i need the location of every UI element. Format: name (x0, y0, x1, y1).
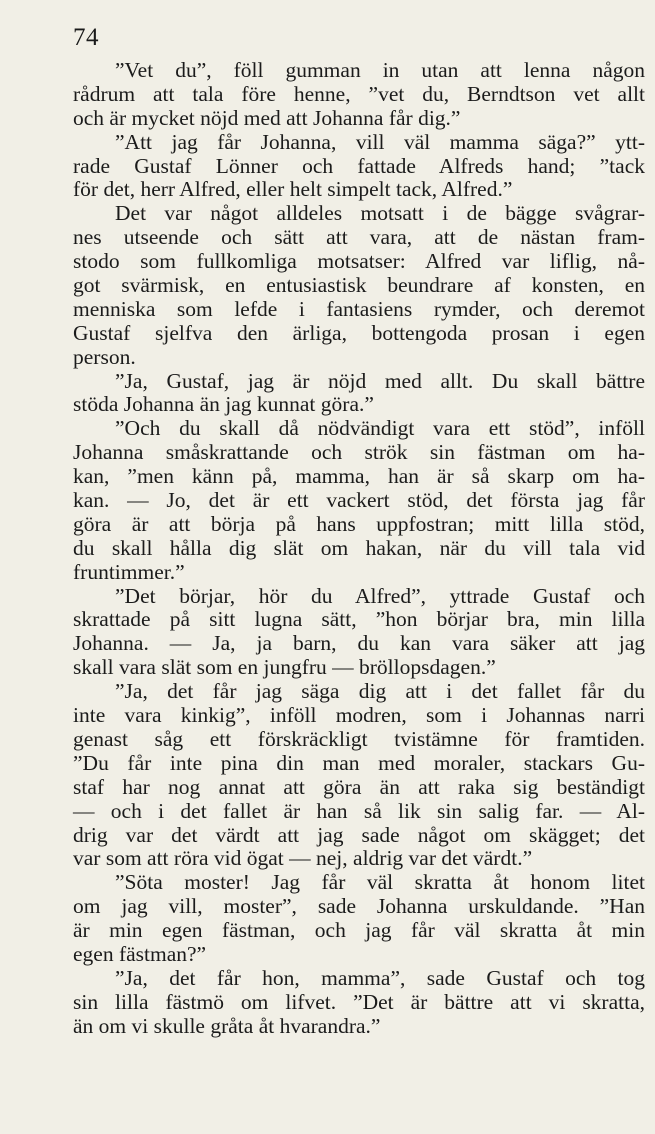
text-line: stodo som fullkomliga motsatser: Alfred var liflig, nå- (73, 249, 645, 274)
page-number: 74 (73, 24, 99, 51)
text-line: skall vara slät som en jungfru — bröllopsdagen.” (73, 655, 496, 680)
text-line: fruntimmer.” (73, 559, 185, 584)
text-line: ”Ja, det får hon, mamma”, sade Gustaf och tog (115, 965, 645, 990)
text-line: kan. — Jo, det är ett vackert stöd, det första jag får (73, 488, 645, 513)
text-line: ”Söta moster! Jag får väl skratta åt honom litet (115, 870, 645, 895)
text-line: du skall hålla dig slät om hakan, när du vill tala vid (73, 535, 645, 560)
text-line: Johanna småskrattande och strök sin fästman om ha- (73, 440, 645, 465)
text-line: Det var något alldeles motsatt i de bägge svågrar- (115, 201, 645, 226)
text-line: nes utseende och sätt att vara, att de nästan fram- (73, 225, 645, 250)
text-line: göra är att börja på hans uppfostran; mitt lilla stöd, (73, 511, 645, 536)
text-line: staf har nog annat att göra än att raka sig beständigt (73, 774, 645, 799)
text-line: ”Och du skall då nödvändigt vara ett stöd”, inföll (115, 416, 645, 441)
text-line: ”Du får inte pina din man med moraler, stackars Gu- (73, 750, 645, 775)
body-text (73, 59, 645, 1039)
text-line: genast såg ett förskräckligt tvistämne för framtiden. (73, 726, 645, 751)
text-line: och är mycket nöjd med att Johanna får dig.” (73, 105, 461, 130)
text-line: kan, ”men känn på, mamma, han är så skarp om ha- (73, 464, 645, 489)
text-line: egen fästman?” (73, 941, 207, 966)
text-line: var som att röra vid ögat — nej, aldrig var det värdt.” (73, 846, 533, 871)
text-line: drig var det värdt att jag sade något om skägget; det (73, 822, 645, 847)
text-line: — och i det fallet är han så lik sin salig far. — Al- (73, 798, 645, 823)
text-line: rådrum att tala före henne, ”vet du, Berndtson vet allt (73, 81, 645, 106)
text-line: Johanna. — Ja, ja barn, du kan vara säker att jag (73, 631, 645, 656)
text-line: ”Det börjar, hör du Alfred”, yttrade Gustaf och (115, 583, 645, 608)
text-line: är min egen fästman, och jag får väl skratta åt min (73, 918, 645, 943)
text-line: ”Ja, det får jag säga dig att i det fallet får du (115, 679, 645, 704)
text-line: ”Vet du”, föll gumman in utan att lenna någon (115, 58, 645, 82)
text-line: rade Gustaf Lönner och fattade Alfreds hand; ”tack (73, 153, 645, 178)
text-line: got svärmisk, en entusiastisk beundrare af konsten, en (73, 273, 645, 298)
text-line: sin lilla fästmö om lifvet. ”Det är bättre att vi skratta, (73, 989, 645, 1014)
text-line: stöda Johanna än jag kunnat göra.” (73, 392, 374, 417)
text-line: person. (73, 344, 136, 369)
text-line: för det, herr Alfred, eller helt simpelt tack, Alfred.” (73, 177, 513, 202)
text-line: skrattade på sitt lugna sätt, ”hon börjar bra, min lilla (73, 607, 645, 632)
text-line: ”Att jag får Johanna, vill väl mamma säga?” ytt- (115, 129, 645, 154)
text-line: ”Ja, Gustaf, jag är nöjd med allt. Du skall bättre (115, 368, 645, 393)
text-line: menniska som lefde i fantasiens rymder, och deremot (73, 296, 645, 321)
text-line: om jag vill, moster”, sade Johanna urskuldande. ”Han (73, 894, 645, 919)
text-line: inte vara kinkig”, inföll modren, som i Johannas narri (73, 703, 645, 728)
text-line: än om vi skulle gråta åt hvarandra.” (73, 1013, 381, 1038)
text-line: Gustaf sjelfva den ärliga, bottengoda prosan i egen (73, 320, 645, 345)
